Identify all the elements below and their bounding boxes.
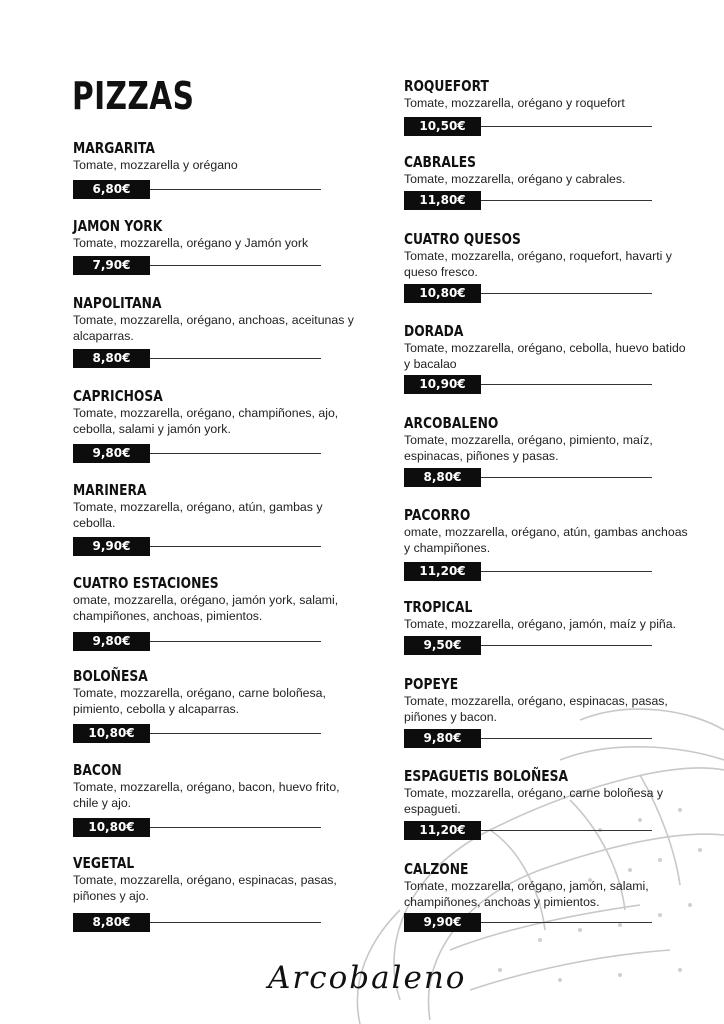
menu-item — [404, 414, 694, 464]
price-tag: 9,90€ — [404, 913, 481, 932]
menu-item — [73, 761, 363, 811]
item-description: Tomate, mozzarella, orégano, jamón, salami, champiñones, anchoas y pimientos. — [404, 879, 649, 909]
item-name: VEGETAL — [73, 854, 135, 872]
item-name: PACORRO — [404, 506, 471, 524]
menu-item — [73, 667, 363, 717]
price-row — [404, 375, 654, 394]
price-tag: 10,80€ — [73, 818, 150, 837]
page-title: PIZZAS — [72, 74, 195, 118]
item-name: MARGARITA — [73, 139, 155, 157]
divider-line — [150, 733, 321, 734]
divider-line — [150, 546, 321, 547]
price-tag: 8,80€ — [73, 349, 150, 368]
item-description: Tomate, mozzarella, orégano, espinacas, pasas, piñones y bacon. — [404, 694, 668, 724]
item-description: Tomate, mozzarella, orégano y cabrales. — [404, 172, 626, 186]
menu-item — [73, 387, 363, 437]
menu-item — [73, 481, 363, 531]
divider-line — [481, 571, 652, 572]
item-description: Tomate, mozzarella, orégano, carne boloñesa, pimiento, cebolla y alcaparras. — [73, 686, 326, 716]
price-tag: 11,20€ — [404, 562, 481, 581]
price-tag: 11,80€ — [404, 191, 481, 210]
item-name: ESPAGUETIS BOLOÑESA — [404, 767, 569, 785]
price-tag: 11,20€ — [404, 821, 481, 840]
price-row — [404, 636, 654, 655]
menu-item — [404, 77, 694, 111]
item-description: Tomate, mozzarella, orégano, cebolla, huevo batido y bacalao — [404, 341, 686, 371]
item-description: Tomate, mozzarella, orégano, anchoas, aceitunas y alcaparras. — [73, 313, 354, 343]
price-row — [73, 349, 323, 368]
menu-item — [404, 767, 694, 817]
price-row — [404, 913, 654, 932]
price-tag: 9,90€ — [73, 537, 150, 556]
price-tag: 10,80€ — [73, 724, 150, 743]
price-row — [404, 117, 654, 136]
price-row — [73, 818, 323, 837]
divider-line — [150, 189, 321, 190]
price-row — [404, 191, 654, 210]
item-description: Tomate, mozzarella, orégano, pimiento, maíz, espinacas, piñones y pasas. — [404, 433, 653, 463]
item-description: Tomate, mozzarella, orégano, bacon, huevo frito, chile y ajo. — [73, 780, 340, 810]
item-description: omate, mozzarella, orégano, jamón york, salami, champiñones, anchoas, pimientos. — [73, 593, 339, 623]
item-description: Tomate, mozzarella, orégano, roquefort, havarti y queso fresco. — [404, 249, 672, 279]
item-description: Tomate, mozzarella, orégano, champiñones, ajo, cebolla, salami y jamón york. — [73, 406, 339, 436]
divider-line — [481, 200, 652, 201]
divider-line — [481, 477, 652, 478]
divider-line — [150, 453, 321, 454]
price-tag: 10,90€ — [404, 375, 481, 394]
divider-line — [150, 827, 321, 828]
item-name: TROPICAL — [404, 598, 473, 616]
item-name: MARINERA — [73, 481, 147, 499]
item-name: BOLOÑESA — [73, 667, 148, 685]
price-tag: 8,80€ — [404, 468, 481, 487]
item-description: Tomate, mozzarella, orégano, jamón, maíz y piña. — [404, 617, 677, 631]
price-row — [73, 632, 323, 651]
item-description: Tomate, mozzarella, orégano y Jamón york — [73, 236, 309, 250]
item-name: DORADA — [404, 322, 464, 340]
price-row — [404, 729, 654, 748]
item-description: Tomate, mozzarella, orégano y roquefort — [404, 96, 625, 110]
item-name: CABRALES — [404, 153, 477, 171]
divider-line — [481, 738, 652, 739]
item-description: Tomate, mozzarella, orégano, atún, gambas y cebolla. — [73, 500, 323, 530]
divider-line — [481, 293, 652, 294]
price-row — [73, 180, 323, 199]
price-tag: 10,80€ — [404, 284, 481, 303]
divider-line — [150, 641, 321, 642]
item-name: JAMON YORK — [73, 217, 163, 235]
price-tag: 8,80€ — [73, 913, 150, 932]
price-tag: 9,80€ — [73, 632, 150, 651]
item-name: ROQUEFORT — [404, 77, 489, 95]
divider-line — [481, 922, 652, 923]
price-tag: 9,80€ — [73, 444, 150, 463]
price-row — [73, 537, 323, 556]
menu-item — [73, 139, 363, 173]
price-row — [73, 256, 323, 275]
price-row — [404, 284, 654, 303]
item-description: Tomate, mozzarella, orégano, espinacas, pasas, piñones y ajo. — [73, 873, 337, 903]
menu-item — [404, 598, 694, 632]
price-row — [404, 562, 654, 581]
item-name: BACON — [73, 761, 122, 779]
item-name: ARCOBALENO — [404, 414, 499, 432]
price-tag: 7,90€ — [73, 256, 150, 275]
menu-item — [404, 230, 694, 280]
item-description: omate, mozzarella, orégano, atún, gambas anchoas y champiñones. — [404, 525, 688, 555]
menu-item — [404, 675, 694, 725]
menu-item — [73, 217, 363, 251]
price-row — [73, 913, 323, 932]
price-row — [73, 444, 323, 463]
divider-line — [481, 645, 652, 646]
item-name: POPEYE — [404, 675, 459, 693]
item-description: Tomate, mozzarella y orégano — [73, 158, 238, 172]
item-name: CUATRO ESTACIONES — [73, 574, 219, 592]
divider-line — [481, 126, 652, 127]
brand-logo: Arcobaleno — [268, 960, 467, 996]
item-name: NAPOLITANA — [73, 294, 162, 312]
menu-item — [404, 322, 694, 372]
divider-line — [150, 358, 321, 359]
divider-line — [481, 830, 652, 831]
price-tag: 9,80€ — [404, 729, 481, 748]
menu-item — [404, 860, 694, 910]
item-name: CAPRICHOSA — [73, 387, 163, 405]
price-tag: 10,50€ — [404, 117, 481, 136]
price-tag: 6,80€ — [73, 180, 150, 199]
menu-item — [73, 854, 363, 904]
price-row — [404, 468, 654, 487]
item-description: Tomate, mozzarella, orégano, carne boloñesa y espagueti. — [404, 786, 664, 816]
item-name: CALZONE — [404, 860, 469, 878]
price-tag: 9,50€ — [404, 636, 481, 655]
menu-item — [404, 506, 694, 556]
price-row — [73, 724, 323, 743]
divider-line — [481, 384, 652, 385]
menu-item — [73, 294, 363, 344]
item-name: CUATRO QUESOS — [404, 230, 521, 248]
divider-line — [150, 922, 321, 923]
divider-line — [150, 265, 321, 266]
price-row — [404, 821, 654, 840]
menu-item — [404, 153, 694, 187]
menu-item — [73, 574, 363, 624]
